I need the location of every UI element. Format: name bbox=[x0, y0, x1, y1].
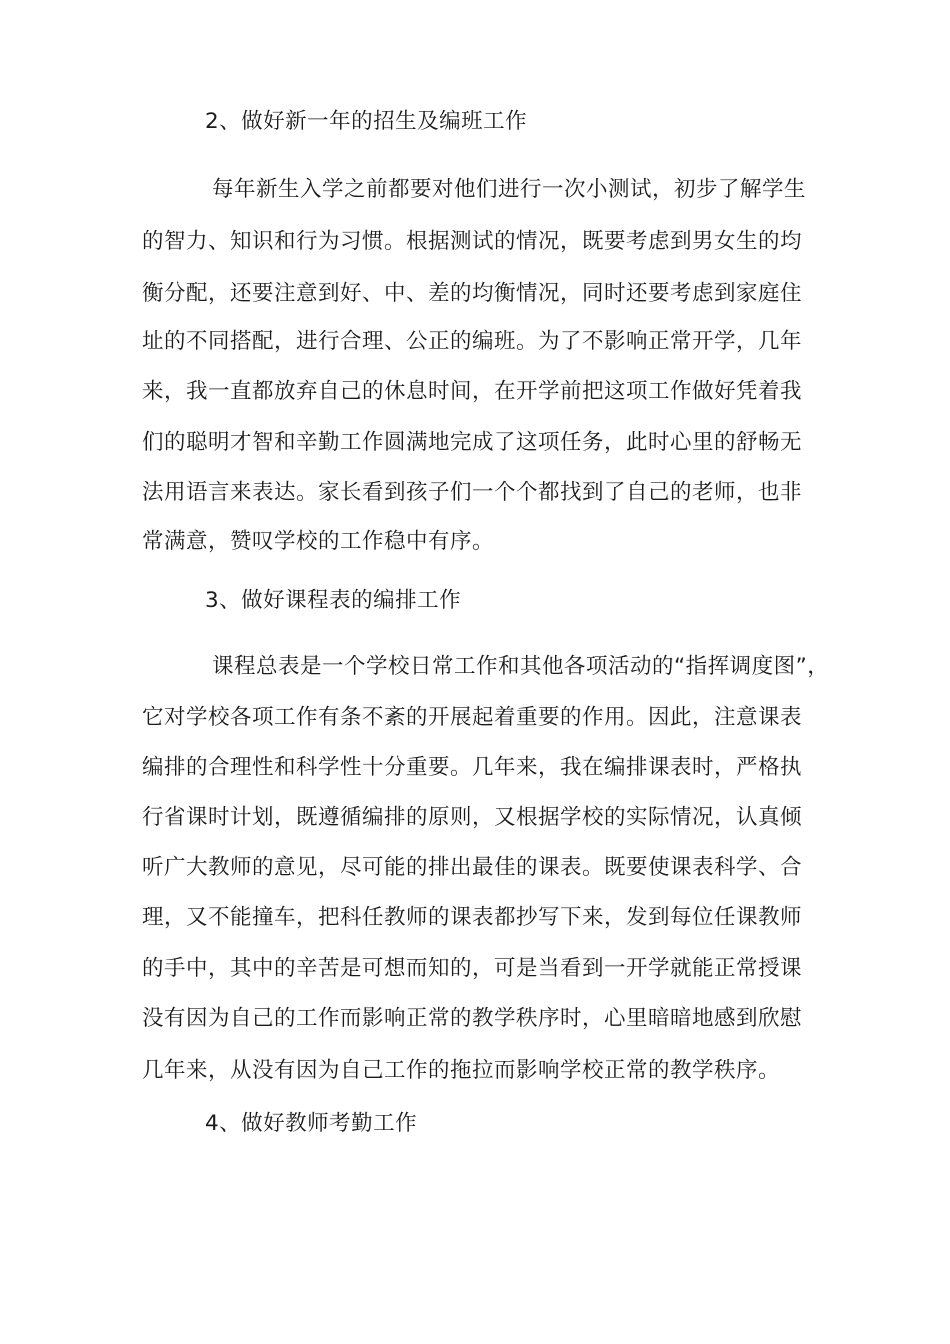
section-heading-2: 2、做好新一年的招生及编班工作 bbox=[205, 109, 528, 134]
paragraph-line: 来，我一直都放弃自己的休息时间，在开学前把这项工作做好凭着我 bbox=[142, 379, 803, 404]
paragraph-line: 理，又不能撞车，把科任教师的课表都抄写下来，发到每位任课教师 bbox=[142, 905, 803, 930]
paragraph-line: 的智力、知识和行为习惯。根据测试的情况，既要考虑到男女生的均 bbox=[142, 229, 803, 254]
paragraph-line: 它对学校各项工作有条不紊的开展起着重要的作用。因此，注意课表 bbox=[142, 705, 803, 730]
paragraph-line: 的手中，其中的辛苦是可想而知的，可是当看到一开学就能正常授课 bbox=[142, 956, 803, 981]
paragraph-line: 们的聪明才智和辛勤工作圆满地完成了这项任务，此时心里的舒畅无 bbox=[142, 430, 803, 455]
paragraph-line: 听广大教师的意见，尽可能的排出最佳的课表。既要使课表科学、合 bbox=[142, 855, 803, 880]
paragraph-line: 衡分配，还要注意到好、中、差的均衡情况，同时还要考虑到家庭住 bbox=[142, 281, 803, 306]
paragraph-line: 编排的合理性和科学性十分重要。几年来，我在编排课表时，严格执 bbox=[142, 755, 803, 780]
section-heading-3: 3、做好课程表的编排工作 bbox=[205, 588, 462, 613]
paragraph-line: 几年来，从没有因为自己工作的拖拉而影响学校正常的教学秩序。 bbox=[142, 1058, 781, 1083]
paragraph-line: 课程总表是一个学校日常工作和其他各项活动的“指挥调度图”， bbox=[212, 654, 830, 679]
paragraph-line: 行省课时计划，既遵循编排的原则，又根据学校的实际情况，认真倾 bbox=[142, 805, 803, 830]
paragraph-line: 没有因为自己的工作而影响正常的教学秩序时，心里暗暗地感到欣慰 bbox=[142, 1006, 803, 1031]
paragraph-line: 每年新生入学之前都要对他们进行一次小测试，初步了解学生 bbox=[212, 177, 807, 202]
section-heading-4: 4、做好教师考勤工作 bbox=[205, 1111, 418, 1136]
paragraph-line: 法用语言来表达。家长看到孩子们一个个都找到了自己的老师，也非 bbox=[142, 480, 803, 505]
paragraph-line: 常满意，赞叹学校的工作稳中有序。 bbox=[142, 529, 495, 554]
paragraph-line: 址的不同搭配，进行合理、公正的编班。为了不影响正常开学，几年 bbox=[142, 329, 803, 354]
